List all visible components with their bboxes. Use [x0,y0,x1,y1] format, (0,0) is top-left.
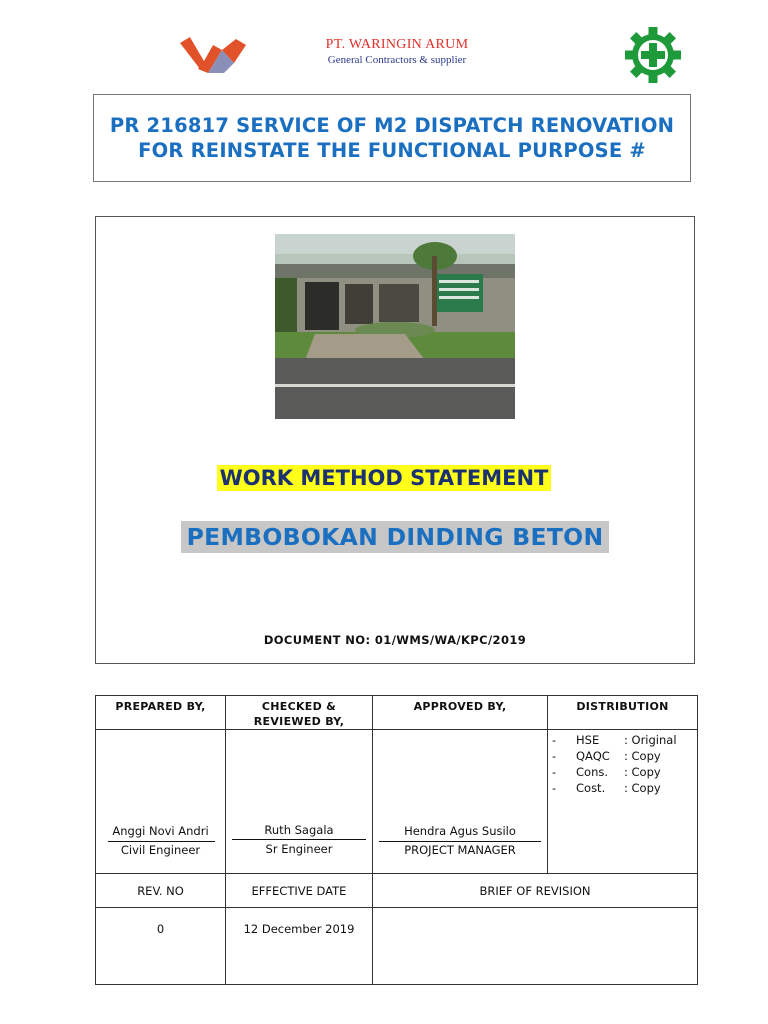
work-method-statement-heading [0,466,768,490]
signature-row [96,730,698,874]
distribution-list [548,730,698,874]
subject-text: PEMBOBOKAN DINDING BETON [181,521,610,553]
k3-safety-logo-icon [624,26,682,84]
approved-by-header: APPROVED BY, [373,696,548,730]
approval-table [95,695,698,985]
revision-header-row [96,874,698,908]
project-title [110,113,674,163]
checked-name: Ruth Sagala [264,823,334,837]
signature-line [232,839,366,840]
approval-header-row [96,696,698,730]
distribution-item: - Cons. : Copy [552,765,661,779]
checked-role: Sr Engineer [265,842,333,856]
rev-no-value: 0 [96,908,226,985]
method-subject-heading [0,523,768,551]
prepared-by-header: PREPARED BY, [96,696,226,730]
distribution-item: - HSE : Original [552,733,677,747]
brief-of-revision-header: BRIEF OF REVISION [373,874,698,908]
company-subtitle: General Contractors & supplier [327,54,467,66]
distribution-header: DISTRIBUTION [548,696,698,730]
signature-line [108,841,215,842]
checked-header-line-1: CHECKED & [261,700,337,713]
effective-date-header: EFFECTIVE DATE [226,874,373,908]
document-number: DOCUMENT NO: 01/WMS/WA/KPC/2019 [263,633,527,647]
approved-name: Hendra Agus Susilo [404,824,516,838]
approved-signature-cell [373,730,548,874]
prepared-signature-cell [96,730,226,874]
waringin-arum-logo [178,33,248,75]
prepared-role: Civil Engineer [120,843,201,857]
heading-text: WORK METHOD STATEMENT [217,465,552,491]
project-title-line-1: PR 216817 SERVICE OF M2 DISPATCH RENOVATION [109,114,675,137]
prepared-name: Anggi Novi Andri [112,824,209,838]
brief-of-revision-value [373,908,698,985]
rev-no-header: REV. NO [96,874,226,908]
checked-by-header [226,696,373,730]
checked-signature-cell [226,730,373,874]
revision-row [96,908,698,985]
checked-header-line-2: REVIEWED BY, [253,715,345,728]
company-header [290,37,504,66]
signature-line [379,841,541,842]
project-title-line-2: FOR REINSTATE THE FUNCTIONAL PURPOSE # [138,139,646,162]
distribution-item: - Cost. : Copy [552,781,661,795]
project-title-box [93,94,691,182]
building-photo [275,234,515,419]
company-name: PT. WARINGIN ARUM [325,37,469,52]
approved-role: PROJECT MANAGER [404,843,516,857]
effective-date-value: 12 December 2019 [226,908,373,985]
distribution-item: - QAQC : Copy [552,749,661,763]
